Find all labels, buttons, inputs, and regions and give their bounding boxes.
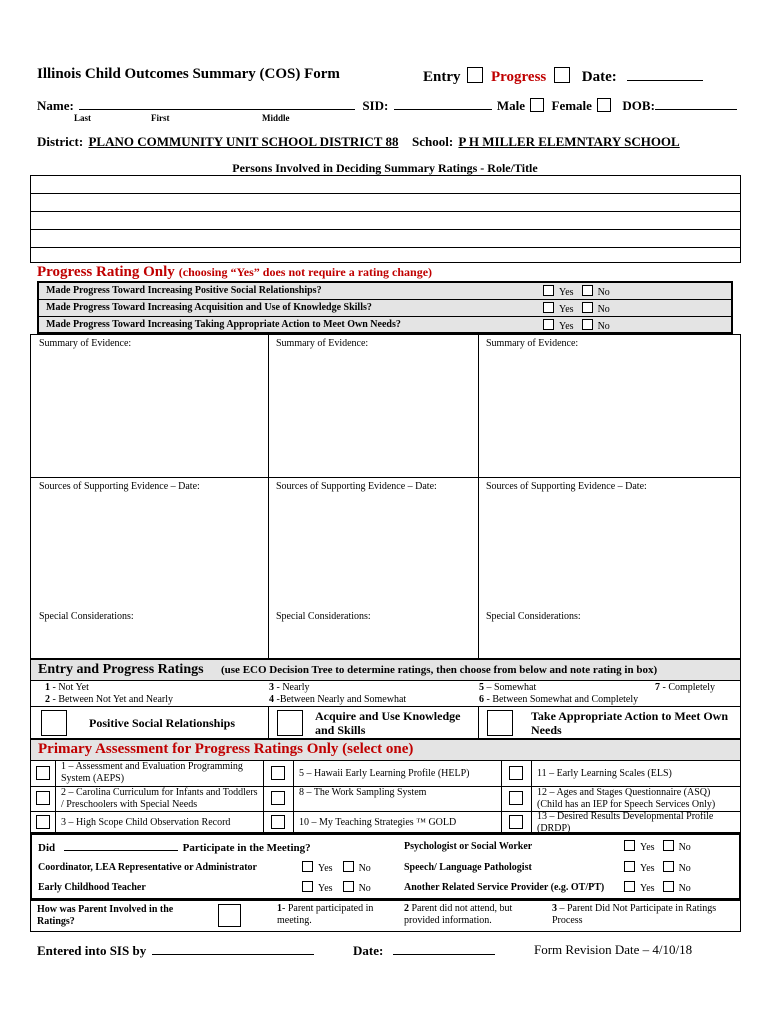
outcome-label: Positive Social Relationships <box>89 716 236 730</box>
middle-label: Middle <box>262 113 290 123</box>
scale-item: 6 - Between Somewhat and Completely <box>479 694 639 705</box>
no-checkbox[interactable] <box>663 881 674 892</box>
primary-section <box>30 739 741 833</box>
participation-section <box>30 833 741 900</box>
yes-checkbox[interactable] <box>543 285 554 296</box>
scale-item: 3 - Nearly <box>269 682 310 693</box>
summary-evidence-label-3[interactable]: Summary of Evidence: <box>486 338 579 349</box>
scale-item: 2 - Between Not Yet and Nearly <box>45 694 174 705</box>
progress-only-table <box>37 281 733 334</box>
name-label: Name: <box>37 98 74 113</box>
assessment-option: 11 – Early Learning Scales (ELS) <box>537 768 672 779</box>
parent-question: How was Parent Involved in the Ratings? <box>37 904 174 927</box>
form-title: Illinois Child Outcomes Summary (COS) Form <box>37 66 340 82</box>
progress-row-text: Made Progress Toward Increasing Taking Appropriate Action to Meet Own Needs? <box>46 319 401 330</box>
evidence-grid <box>30 334 741 659</box>
persons-row[interactable] <box>31 212 740 230</box>
primary-header <box>31 740 740 761</box>
sid-label: SID: <box>362 98 389 113</box>
participant-role: Another Related Service Provider (e.g. OT/PT) <box>404 882 605 893</box>
yes-label: Yes <box>559 321 574 332</box>
footer-date <box>353 942 495 959</box>
assessment-checkbox[interactable] <box>271 766 285 780</box>
sources-label-3[interactable]: Sources of Supporting Evidence – Date: <box>486 481 647 492</box>
rating-box-knowledge[interactable] <box>277 710 303 736</box>
school-row <box>412 134 680 150</box>
progress-row-options <box>543 285 610 298</box>
participant-options: Yes No <box>302 881 371 894</box>
assessment-checkbox[interactable] <box>36 791 50 805</box>
entered-label: Entered into SIS by <box>37 943 147 958</box>
name-row <box>37 97 737 114</box>
no-checkbox[interactable] <box>582 302 593 313</box>
no-checkbox[interactable] <box>343 881 354 892</box>
district-row <box>37 134 398 150</box>
assessment-checkbox[interactable] <box>271 815 285 829</box>
first-label: First <box>151 113 170 123</box>
sources-label-2[interactable]: Sources of Supporting Evidence – Date: <box>276 481 437 492</box>
did-participate <box>38 840 311 854</box>
no-checkbox[interactable] <box>582 285 593 296</box>
yes-label: Yes <box>559 287 574 298</box>
district-label: District: <box>37 134 84 149</box>
participant-options: Yes No <box>302 861 371 874</box>
participate-label: Participate in the Meeting? <box>182 842 311 854</box>
progress-row-options <box>543 319 610 332</box>
sources-label-1[interactable]: Sources of Supporting Evidence – Date: <box>39 481 200 492</box>
parent-option: 1- Parent participated in meeting. <box>277 903 374 926</box>
header-date-label: Date: <box>581 69 617 85</box>
assessment-option: 5 – Hawaii Early Learning Profile (HELP) <box>299 768 470 779</box>
district-value[interactable]: PLANO COMMUNITY UNIT SCHOOL DISTRICT 88 <box>88 134 399 149</box>
participant-role: Coordinator, LEA Representative or Administrator <box>38 862 257 873</box>
assessment-checkbox[interactable] <box>271 791 285 805</box>
no-checkbox[interactable] <box>343 861 354 872</box>
assessment-option: 3 – High Scope Child Observation Record <box>61 817 231 828</box>
rating-box-social[interactable] <box>41 710 67 736</box>
no-checkbox[interactable] <box>663 840 674 851</box>
progress-label: Progress <box>491 69 547 85</box>
progress-only-heading <box>37 263 432 281</box>
persons-row[interactable] <box>31 194 740 212</box>
participant-field[interactable] <box>64 840 178 851</box>
summary-evidence-label-1[interactable]: Summary of Evidence: <box>39 338 132 349</box>
name-field[interactable] <box>79 97 355 110</box>
no-label: No <box>597 287 610 298</box>
assessment-option: 2 – Carolina Curriculum for Infants and Toddlers / Preschoolers with Special Needs <box>61 787 258 810</box>
entered-by <box>37 942 314 959</box>
footer-date-field[interactable] <box>393 942 495 955</box>
scale-item: 5 – Somewhat <box>479 682 537 693</box>
yes-checkbox[interactable] <box>624 881 635 892</box>
sid-field[interactable] <box>394 97 492 110</box>
no-checkbox[interactable] <box>582 319 593 330</box>
participant-role: Psychologist or Social Worker <box>404 841 533 852</box>
parent-section <box>30 900 741 932</box>
progress-checkbox[interactable] <box>554 67 570 83</box>
persons-heading: Persons Involved in Deciding Summary Ratings - Role/Title <box>232 161 538 175</box>
progress-row-options <box>543 302 610 315</box>
assessment-checkbox[interactable] <box>36 815 50 829</box>
ratings-header <box>31 660 740 681</box>
entry-label: Entry <box>423 69 461 85</box>
ratings-subtitle: (use ECO Decision Tree to determine ratings, then choose from below and note rating in box) <box>221 664 658 676</box>
assessment-checkbox[interactable] <box>36 766 50 780</box>
rating-box-needs[interactable] <box>487 710 513 736</box>
progress-row-text: Made Progress Toward Increasing Acquisition and Use of Knowledge Skills? <box>46 302 372 313</box>
yes-checkbox[interactable] <box>624 840 635 851</box>
assessment-checkbox[interactable] <box>509 815 523 829</box>
progress-only-title: Progress Rating Only <box>37 264 175 280</box>
assessment-option: 1 – Assessment and Evaluation Programming System (AEPS) <box>61 761 243 784</box>
no-label: No <box>597 304 610 315</box>
assessment-checkbox[interactable] <box>509 766 523 780</box>
divider <box>268 706 269 739</box>
progress-row <box>39 317 731 332</box>
yes-checkbox[interactable] <box>543 302 554 313</box>
did-label: Did <box>38 842 56 854</box>
school-label: School: <box>412 134 454 149</box>
special-label-2[interactable]: Special Considerations: <box>276 611 371 622</box>
dob-label: DOB: <box>622 98 655 113</box>
divider <box>478 706 479 739</box>
special-label-1[interactable]: Special Considerations: <box>39 611 134 622</box>
scale-item: 7 - Completely <box>655 682 715 693</box>
female-checkbox[interactable] <box>597 98 611 112</box>
special-label-3[interactable]: Special Considerations: <box>486 611 581 622</box>
participant-role: Early Childhood Teacher <box>38 882 146 893</box>
persons-row[interactable] <box>31 248 740 264</box>
assessment-option: 13 – Desired Results Developmental Profile (DRDP) <box>537 811 714 834</box>
no-label: No <box>597 321 610 332</box>
form-revision: Form Revision Date – 4/10/18 <box>534 942 693 957</box>
divider <box>478 335 479 658</box>
primary-title: Primary Assessment for Progress Ratings Only (select one) <box>38 741 414 757</box>
scale-item: 4 -Between Nearly and Somewhat <box>269 694 407 705</box>
progress-only-subtitle: (choosing “Yes” does not require a rating change) <box>178 265 433 279</box>
progress-row <box>39 283 731 300</box>
school-value[interactable]: P H MILLER ELEMNTARY SCHOOL <box>458 134 680 149</box>
assessment-option: 8 – The Work Sampling System <box>299 787 427 798</box>
participant-options: Yes No <box>624 861 691 874</box>
divider <box>31 477 740 478</box>
divider <box>31 706 740 707</box>
outcome-label: Take Appropriate Action to Meet Own Needs <box>531 709 728 737</box>
participant-role: Speech/ Language Pathologist <box>404 862 532 873</box>
ratings-section <box>30 659 741 739</box>
footer-date-label: Date: <box>353 943 384 958</box>
entry-checkbox[interactable] <box>467 67 483 83</box>
parent-rating-box[interactable] <box>218 904 241 927</box>
assessment-checkbox[interactable] <box>509 791 523 805</box>
scale-item: 1 - Not Yet <box>45 682 89 693</box>
persons-row[interactable] <box>31 176 740 194</box>
ratings-title: Entry and Progress Ratings <box>38 662 204 677</box>
parent-option: 3 – Parent Did Not Participate in Ratings Process <box>552 903 717 926</box>
last-label: Last <box>74 113 92 123</box>
divider <box>268 335 269 658</box>
progress-row <box>39 300 731 317</box>
persons-row[interactable] <box>31 230 740 248</box>
entered-by-field[interactable] <box>152 942 314 955</box>
yes-checkbox[interactable] <box>302 881 313 892</box>
female-label: Female <box>551 98 592 113</box>
summary-evidence-label-2[interactable]: Summary of Evidence: <box>276 338 369 349</box>
male-checkbox[interactable] <box>530 98 544 112</box>
parent-option: 2 Parent did not attend, but provided information. <box>404 903 513 926</box>
persons-table <box>30 175 741 263</box>
yes-checkbox[interactable] <box>302 861 313 872</box>
yes-checkbox[interactable] <box>624 861 635 872</box>
outcome-label: Acquire and Use Knowledge and Skills <box>315 709 461 737</box>
no-checkbox[interactable] <box>663 861 674 872</box>
yes-checkbox[interactable] <box>543 319 554 330</box>
dob-field[interactable] <box>655 97 737 110</box>
entry-field <box>423 66 703 86</box>
yes-label: Yes <box>559 304 574 315</box>
progress-row-text: Made Progress Toward Increasing Positive Social Relationships? <box>46 285 322 296</box>
assessment-option: 12 – Ages and Stages Questionnaire (ASQ) (Child has an IEP for Speech Services Only) <box>537 787 716 810</box>
header-date-field[interactable] <box>627 66 703 81</box>
participant-options: Yes No <box>624 881 691 894</box>
participant-options: Yes No <box>624 840 691 853</box>
assessment-option: 10 – My Teaching Strategies ™ GOLD <box>299 817 457 828</box>
male-label: Male <box>496 98 525 113</box>
